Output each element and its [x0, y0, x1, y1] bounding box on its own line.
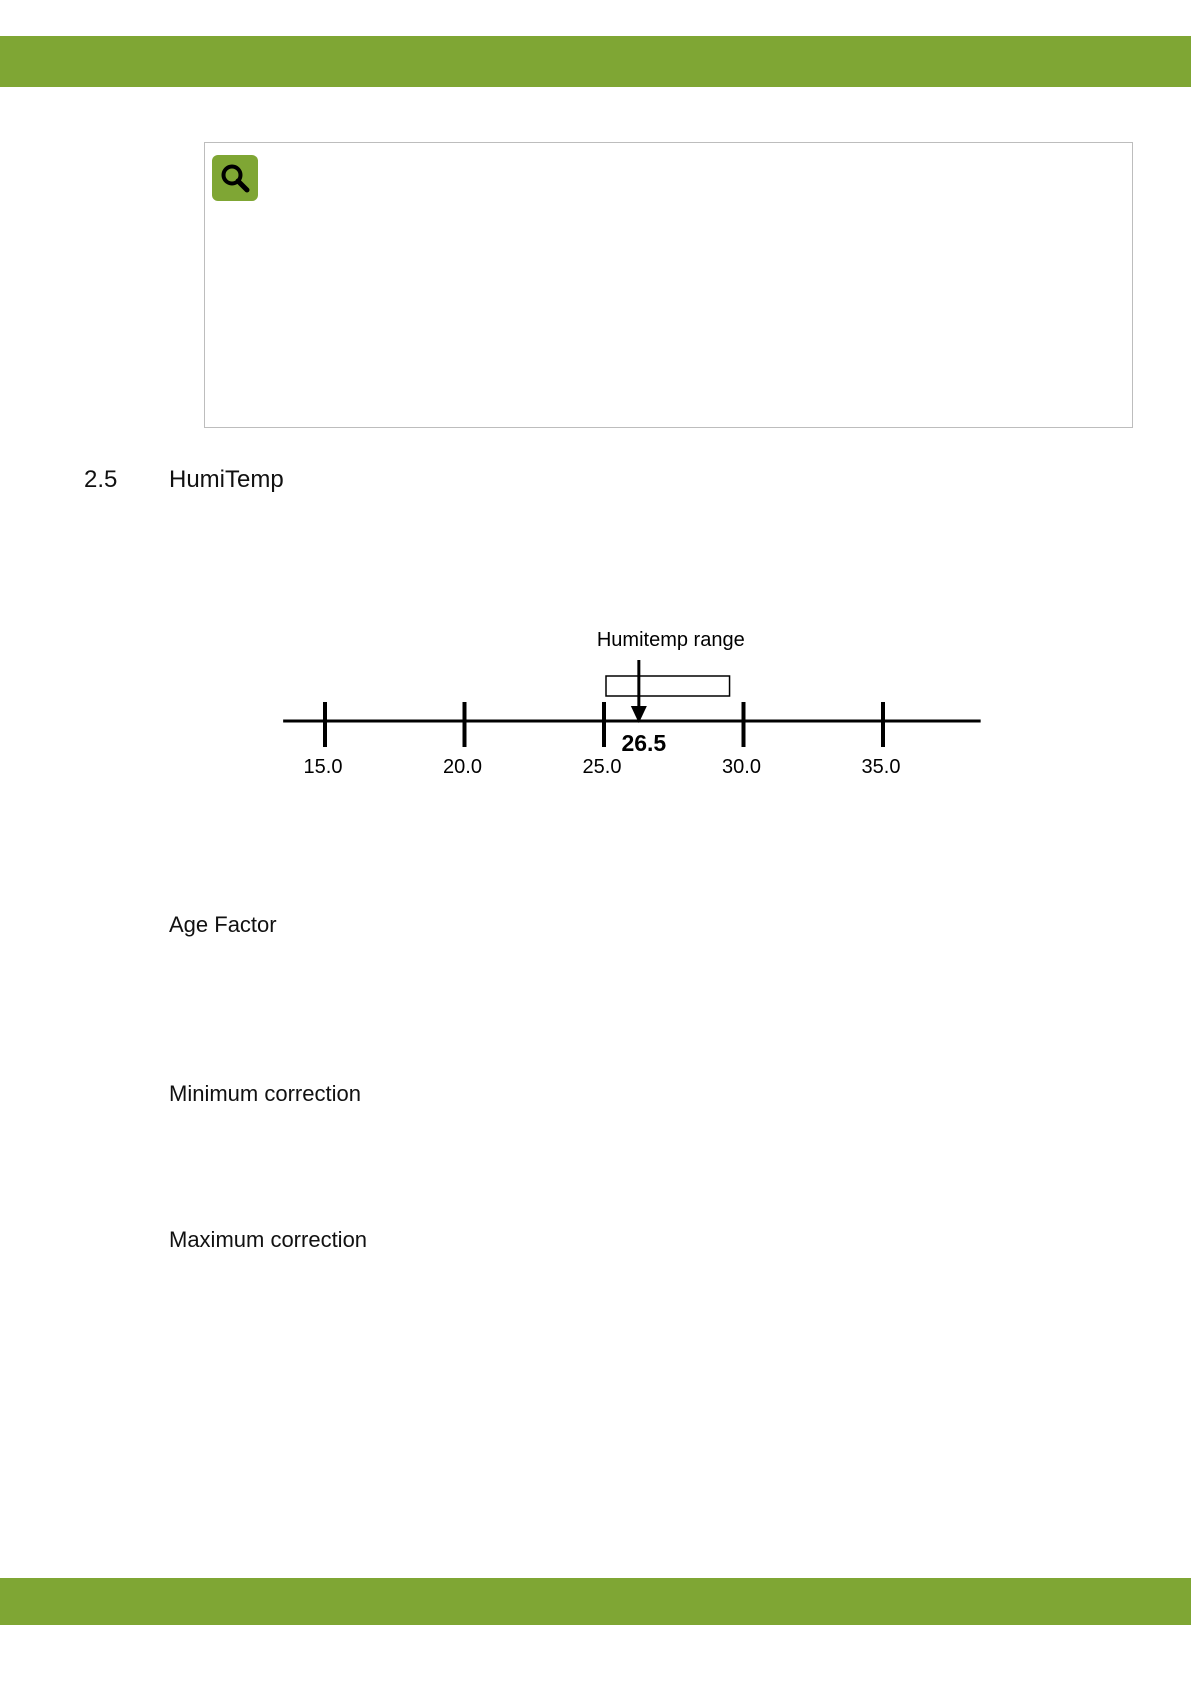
section-title: HumiTemp: [169, 466, 284, 493]
scale-tick-label: 35.0: [861, 756, 901, 778]
range-box: [606, 676, 730, 696]
marker-value-label: 26.5: [621, 730, 667, 756]
scale-tick-label: 25.0: [582, 756, 622, 778]
maximum-correction-heading: Maximum correction: [169, 1227, 368, 1252]
scale-tick-label: 20.0: [443, 756, 482, 778]
footer-band: [0, 1578, 1191, 1625]
scale-tick-label: 15.0: [303, 756, 343, 778]
section-number: 2.5: [84, 466, 118, 493]
minimum-correction-heading: Minimum correction: [169, 1081, 361, 1106]
scale-tick-label: 30.0: [722, 756, 761, 778]
age-factor-heading: Age Factor: [169, 912, 277, 937]
humitemp-scale: [0, 0, 1191, 820]
scale-title: Humitemp range: [596, 629, 745, 651]
